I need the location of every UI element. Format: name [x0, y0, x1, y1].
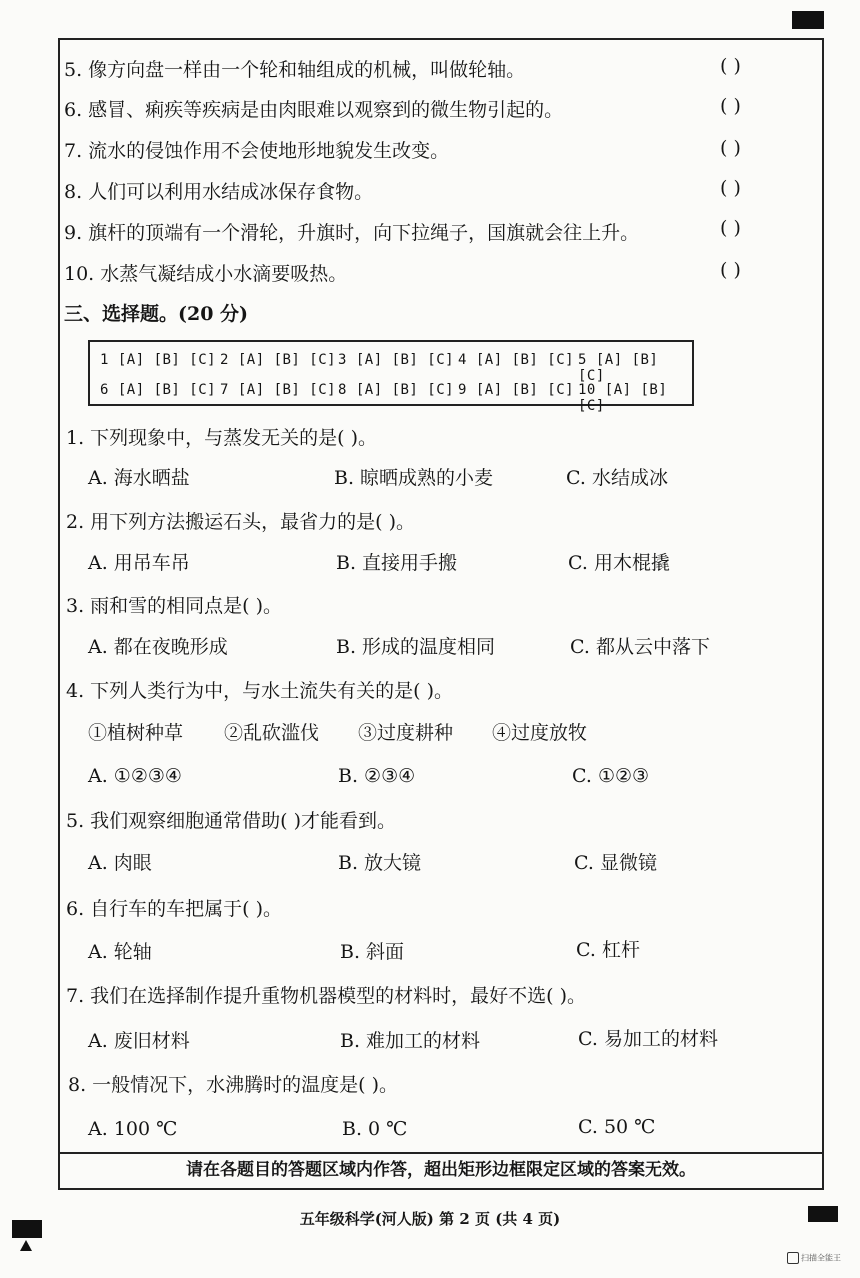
- question-4-stem: 4. 下列人类行为中，与水土流失有关的是( )。: [66, 680, 454, 702]
- answer-bubble-grid: [88, 340, 694, 414]
- question-8-stem: 8. 一般情况下，水沸腾时的温度是( )。: [68, 1074, 399, 1096]
- bubble-q10[interactable]: 10 [A] [B] [C]: [578, 382, 668, 414]
- tf-answer-paren-6[interactable]: ( ): [720, 95, 741, 117]
- answer-area-notice: 请在各题目的答题区域内作答，超出矩形边框限定区域的答案无效。: [186, 1160, 696, 1180]
- question-3-stem: 3. 雨和雪的相同点是( )。: [66, 595, 283, 617]
- question-1-option-c[interactable]: C. 水结成冰: [566, 467, 668, 489]
- bubble-q9[interactable]: 9 [A] [B] [C]: [458, 382, 575, 398]
- question-2-option-a[interactable]: A. 用吊车吊: [88, 552, 190, 574]
- question-7-option-c[interactable]: C. 易加工的材料: [578, 1028, 718, 1050]
- tf-item-10: 10. 水蒸气凝结成小水滴要吸热。: [64, 263, 348, 285]
- question-4-item-1: ①植树种草: [88, 722, 184, 744]
- question-6-option-c[interactable]: C. 杠杆: [576, 939, 640, 961]
- question-3-option-a[interactable]: A. 都在夜晚形成: [88, 636, 228, 658]
- question-7-option-a[interactable]: A. 废旧材料: [88, 1030, 190, 1052]
- question-3-option-c[interactable]: C. 都从云中落下: [570, 636, 710, 658]
- tf-answer-paren-7[interactable]: ( ): [720, 137, 741, 159]
- tf-item-6: 6. 感冒、痢疾等疾病是由肉眼难以观察到的微生物引起的。: [64, 99, 564, 121]
- question-4-item-3: ③过度耕种: [358, 722, 454, 744]
- tf-answer-paren-10[interactable]: ( ): [720, 259, 741, 281]
- question-5-option-c[interactable]: C. 显微镜: [574, 852, 657, 874]
- tf-item-9: 9. 旗杆的顶端有一个滑轮，升旗时，向下拉绳子，国旗就会往上升。: [64, 222, 640, 244]
- tf-answer-paren-8[interactable]: ( ): [720, 177, 741, 199]
- tf-item-7: 7. 流水的侵蚀作用不会使地形地貌发生改变。: [64, 140, 450, 162]
- question-7-stem: 7. 我们在选择制作提升重物机器模型的材料时，最好不选( )。: [66, 985, 587, 1007]
- question-6-option-b[interactable]: B. 斜面: [340, 941, 405, 963]
- tf-answer-paren-9[interactable]: ( ): [720, 217, 741, 239]
- question-4-option-c[interactable]: C. ①②③: [572, 765, 650, 787]
- question-4-option-b[interactable]: B. ②③④: [338, 765, 416, 787]
- page-footer: 五年级科学(河人版) 第 2 页 (共 4 页): [299, 1210, 561, 1228]
- question-6-option-a[interactable]: A. 轮轴: [88, 941, 152, 963]
- tf-answer-paren-5[interactable]: ( ): [720, 55, 741, 77]
- tf-item-8: 8. 人们可以利用水结成冰保存食物。: [64, 181, 374, 203]
- bubble-q6[interactable]: 6 [A] [B] [C]: [100, 382, 217, 398]
- question-4-option-a[interactable]: A. ①②③④: [88, 765, 182, 787]
- bubble-q4[interactable]: 4 [A] [B] [C]: [458, 352, 575, 368]
- frame-divider: [60, 1152, 822, 1154]
- bubble-q1[interactable]: 1 [A] [B] [C]: [100, 352, 217, 368]
- section-title-multiple-choice: 三、选择题。(20 分): [64, 303, 249, 325]
- orientation-triangle-icon: [20, 1240, 32, 1251]
- question-8-option-b[interactable]: B. 0 ℃: [342, 1118, 408, 1140]
- question-2-option-c[interactable]: C. 用木棍撬: [568, 552, 670, 574]
- bubble-q2[interactable]: 2 [A] [B] [C]: [220, 352, 337, 368]
- question-4-item-4: ④过度放牧: [492, 722, 588, 744]
- question-5-stem: 5. 我们观察细胞通常借助( )才能看到。: [66, 810, 397, 832]
- bubble-q8[interactable]: 8 [A] [B] [C]: [338, 382, 455, 398]
- question-8-option-c[interactable]: C. 50 ℃: [578, 1116, 656, 1138]
- scanner-watermark-text: 扫描全能王: [801, 1253, 841, 1263]
- question-2-option-b[interactable]: B. 直接用手搬: [336, 552, 458, 574]
- question-1-option-b[interactable]: B. 晾晒成熟的小麦: [334, 467, 494, 489]
- scanner-watermark: [787, 1252, 841, 1264]
- bubble-q5[interactable]: 5 [A] [B] [C]: [578, 352, 659, 384]
- question-2-stem: 2. 用下列方法搬运石头，最省力的是( )。: [66, 511, 416, 533]
- registration-mark-top-right: [792, 11, 824, 29]
- tf-item-5: 5. 像方向盘一样由一个轮和轴组成的机械，叫做轮轴。: [64, 59, 526, 81]
- scanner-app-icon: [787, 1252, 799, 1264]
- question-4-item-2: ②乱砍滥伐: [224, 722, 320, 744]
- bubble-q7[interactable]: 7 [A] [B] [C]: [220, 382, 337, 398]
- question-7-option-b[interactable]: B. 难加工的材料: [340, 1030, 481, 1052]
- question-5-option-a[interactable]: A. 肉眼: [88, 852, 152, 874]
- question-3-option-b[interactable]: B. 形成的温度相同: [336, 636, 496, 658]
- question-6-stem: 6. 自行车的车把属于( )。: [66, 898, 283, 920]
- question-1-stem: 1. 下列现象中，与蒸发无关的是( )。: [66, 427, 378, 449]
- question-5-option-b[interactable]: B. 放大镜: [338, 852, 422, 874]
- question-8-option-a[interactable]: A. 100 ℃: [88, 1118, 178, 1140]
- question-1-option-a[interactable]: A. 海水晒盐: [88, 467, 190, 489]
- bubble-q3[interactable]: 3 [A] [B] [C]: [338, 352, 455, 368]
